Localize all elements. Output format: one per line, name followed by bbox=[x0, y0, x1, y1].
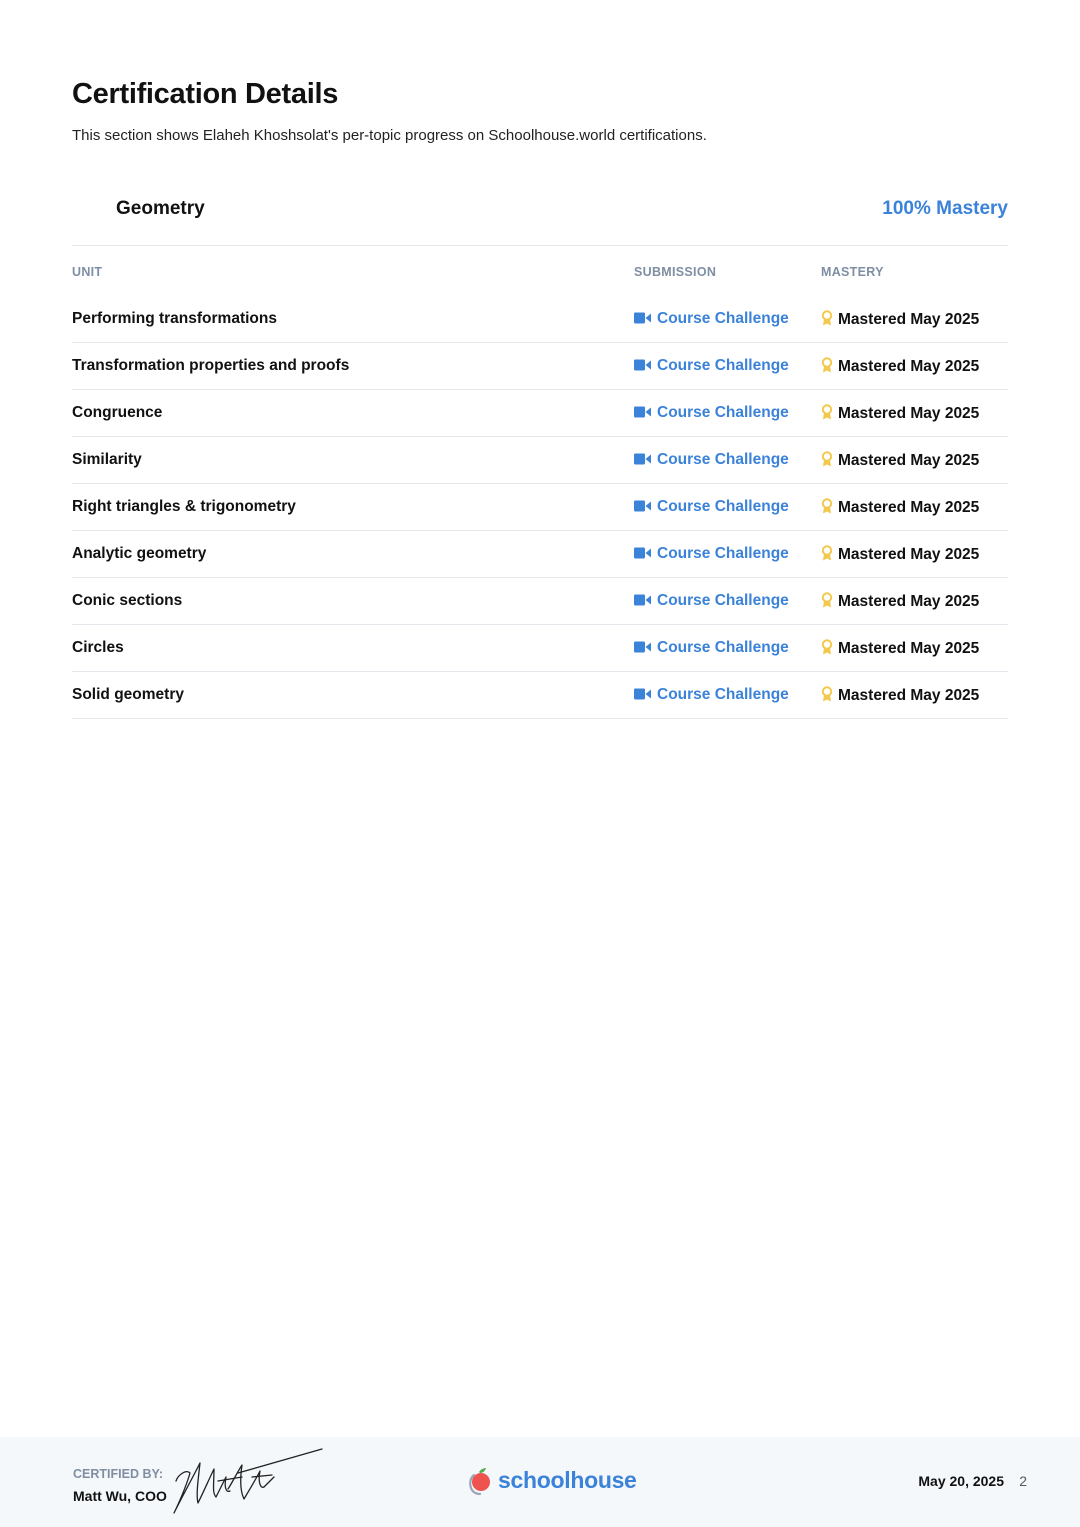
schoolhouse-logo bbox=[468, 1465, 638, 1499]
units-table bbox=[72, 247, 1008, 719]
logo-text: schoolhouse bbox=[498, 1467, 637, 1493]
video-camera-icon bbox=[634, 359, 651, 371]
table-row bbox=[72, 578, 1008, 625]
course-mastery: 100% Mastery bbox=[882, 198, 1008, 219]
unit-name: Right triangles & trigonometry bbox=[72, 498, 296, 515]
unit-name: Analytic geometry bbox=[72, 545, 207, 562]
video-camera-icon bbox=[634, 641, 651, 653]
award-ribbon-icon bbox=[821, 639, 833, 655]
unit-name: Transformation properties and proofs bbox=[72, 357, 350, 374]
mastery-cell bbox=[821, 390, 1008, 437]
mastery-status: Mastered May 2025 bbox=[838, 404, 980, 422]
footer bbox=[0, 1437, 1080, 1527]
submission-label[interactable]: Course Challenge bbox=[657, 639, 789, 656]
submission-label[interactable]: Course Challenge bbox=[657, 451, 789, 468]
certified-by-label: CERTIFIED BY: bbox=[73, 1467, 164, 1481]
submission-label[interactable]: Course Challenge bbox=[657, 498, 789, 515]
submission-label[interactable]: Course Challenge bbox=[657, 310, 789, 327]
certifier-name: Matt Wu, COO bbox=[73, 1488, 167, 1504]
table-row bbox=[72, 625, 1008, 672]
video-camera-icon bbox=[634, 500, 651, 512]
unit-name: Congruence bbox=[72, 404, 163, 421]
unit-name: Conic sections bbox=[72, 592, 183, 609]
course-header bbox=[72, 190, 1008, 246]
unit-cell bbox=[72, 531, 634, 578]
unit-name: Solid geometry bbox=[72, 686, 184, 703]
unit-cell bbox=[72, 296, 634, 343]
mastery-cell bbox=[821, 343, 1008, 390]
unit-cell bbox=[72, 625, 634, 672]
mastery-status: Mastered May 2025 bbox=[838, 545, 980, 563]
submission-cell[interactable] bbox=[634, 625, 821, 672]
unit-cell bbox=[72, 343, 634, 390]
submission-cell[interactable] bbox=[634, 343, 821, 390]
unit-cell bbox=[72, 390, 634, 437]
page-title: Certification Details bbox=[72, 78, 339, 110]
table-header-row bbox=[72, 247, 1008, 296]
mastery-cell bbox=[821, 578, 1008, 625]
table-row bbox=[72, 296, 1008, 343]
table-row bbox=[72, 672, 1008, 719]
submission-label[interactable]: Course Challenge bbox=[657, 592, 789, 609]
mastery-status: Mastered May 2025 bbox=[838, 639, 980, 657]
video-camera-icon bbox=[634, 312, 651, 324]
submission-cell[interactable] bbox=[634, 578, 821, 625]
submission-cell[interactable] bbox=[634, 296, 821, 343]
submission-label[interactable]: Course Challenge bbox=[657, 545, 789, 562]
unit-cell bbox=[72, 672, 634, 719]
award-ribbon-icon bbox=[821, 498, 833, 514]
unit-cell bbox=[72, 578, 634, 625]
submission-cell[interactable] bbox=[634, 390, 821, 437]
table-row bbox=[72, 390, 1008, 437]
unit-cell bbox=[72, 437, 634, 484]
mastery-cell bbox=[821, 672, 1008, 719]
award-ribbon-icon bbox=[821, 592, 833, 608]
submission-label[interactable]: Course Challenge bbox=[657, 404, 789, 421]
column-header-unit: UNIT bbox=[72, 264, 103, 279]
page-number: 2 bbox=[1019, 1473, 1027, 1489]
submission-cell[interactable] bbox=[634, 531, 821, 578]
column-header-mastery: MASTERY bbox=[821, 264, 884, 279]
table-row bbox=[72, 343, 1008, 390]
mastery-status: Mastered May 2025 bbox=[838, 592, 980, 610]
intro-text: This section shows Elaheh Khoshsolat's per-topic progress on Schoolhouse.world certifications. bbox=[72, 127, 707, 144]
mastery-cell bbox=[821, 531, 1008, 578]
unit-name: Similarity bbox=[72, 451, 142, 468]
submission-cell[interactable] bbox=[634, 484, 821, 531]
course-name: Geometry bbox=[116, 198, 205, 219]
mastery-status: Mastered May 2025 bbox=[838, 310, 980, 328]
table-row bbox=[72, 484, 1008, 531]
award-ribbon-icon bbox=[821, 310, 833, 326]
mastery-cell bbox=[821, 625, 1008, 672]
mastery-status: Mastered May 2025 bbox=[838, 357, 980, 375]
footer-date: May 20, 2025 bbox=[918, 1473, 1004, 1489]
unit-name: Circles bbox=[72, 639, 124, 656]
submission-label[interactable]: Course Challenge bbox=[657, 686, 789, 703]
signature bbox=[168, 1447, 328, 1517]
video-camera-icon bbox=[634, 406, 651, 418]
mastery-status: Mastered May 2025 bbox=[838, 686, 980, 704]
video-camera-icon bbox=[634, 547, 651, 559]
award-ribbon-icon bbox=[821, 451, 833, 467]
mastery-cell bbox=[821, 296, 1008, 343]
unit-name: Performing transformations bbox=[72, 310, 277, 327]
award-ribbon-icon bbox=[821, 686, 833, 702]
award-ribbon-icon bbox=[821, 545, 833, 561]
mastery-cell bbox=[821, 437, 1008, 484]
video-camera-icon bbox=[634, 688, 651, 700]
award-ribbon-icon bbox=[821, 357, 833, 373]
award-ribbon-icon bbox=[821, 404, 833, 420]
mastery-cell bbox=[821, 484, 1008, 531]
submission-cell[interactable] bbox=[634, 672, 821, 719]
mastery-status: Mastered May 2025 bbox=[838, 451, 980, 469]
apple-logo-icon bbox=[468, 1466, 492, 1496]
table-row bbox=[72, 531, 1008, 578]
submission-label[interactable]: Course Challenge bbox=[657, 357, 789, 374]
table-row bbox=[72, 437, 1008, 484]
submission-cell[interactable] bbox=[634, 437, 821, 484]
video-camera-icon bbox=[634, 453, 651, 465]
column-header-submission: SUBMISSION bbox=[634, 264, 717, 279]
mastery-status: Mastered May 2025 bbox=[838, 498, 980, 516]
unit-cell bbox=[72, 484, 634, 531]
video-camera-icon bbox=[634, 594, 651, 606]
